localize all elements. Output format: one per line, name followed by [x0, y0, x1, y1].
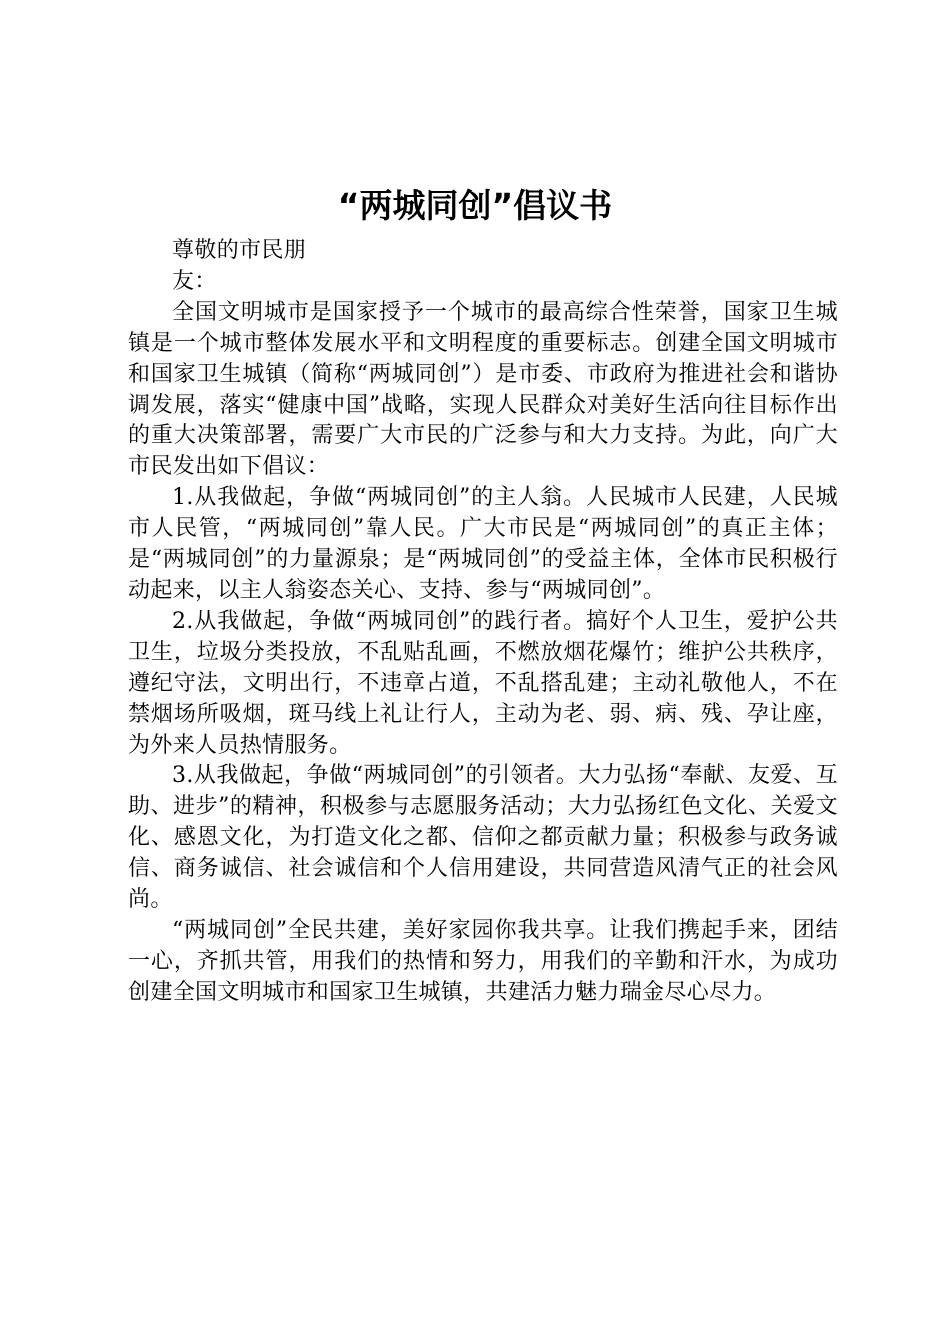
paragraph-closing: “两城同创”全民共建，美好家园你我共享。让我们携起手来，团结一心，齐抓共管，用我们的热情和努力，用我们的辛勤和汗水，为成功创建全国文明城市和国家卫生城镇，共建活力魅力瑞金尽心尽力。	[128, 917, 838, 1005]
paragraph-intro: 全国文明城市是国家授予一个城市的最高综合性荣誉，国家卫生城镇是一个城市整体发展水平和文明程度的重要标志。创建全国文明城市和国家卫生城镇（简称“两城同创”）是市委、市政府为推进社会和谐协调发展，落实“健康中国”战略，实现人民群众对美好生活向往目标作出的重大决策部署，需要广大市民的广泛参与和大力支持。为此，向广大市民发出如下倡议：	[128, 299, 838, 480]
paragraph-item-1: 1.从我做起，争做“两城同创”的主人翁。人民城市人民建，人民城市人民管，“两城同创”靠人民。广大市民是“两城同创”的真正主体；是“两城同创”的力量源泉；是“两城同创”的受益主体，全体市民积极行动起来，以主人翁姿态关心、支持、参与“两城同创”。	[128, 485, 838, 603]
paragraph-item-2: 2.从我做起，争做“两城同创”的践行者。搞好个人卫生，爱护公共卫生，垃圾分类投放，不乱贴乱画，不燃放烟花爆竹；维护公共秩序，遵纪守法，文明出行，不违章占道，不乱搭乱建；主动礼敬他人，不在禁烟场所吸烟，斑马线上礼让行人，主动为老、弱、病、残、孕让座，为外来人员热情服务。	[128, 608, 838, 758]
salutation: 尊敬的市民朋友：	[172, 238, 307, 294]
paragraph-item-3: 3.从我做起，争做“两城同创”的引领者。大力弘扬“奉献、友爱、互助、进步”的精神，积极参与志愿服务活动；大力弘扬红色文化、关爱文化、感恩文化，为打造文化之都、信仰之都贡献力量；积极参与政务诚信、商务诚信、社会诚信和个人信用建设，共同营造风清气正的社会风尚。	[128, 763, 838, 913]
document-title: “两城同创”倡议书	[337, 186, 613, 225]
document-body	[128, 236, 838, 1009]
